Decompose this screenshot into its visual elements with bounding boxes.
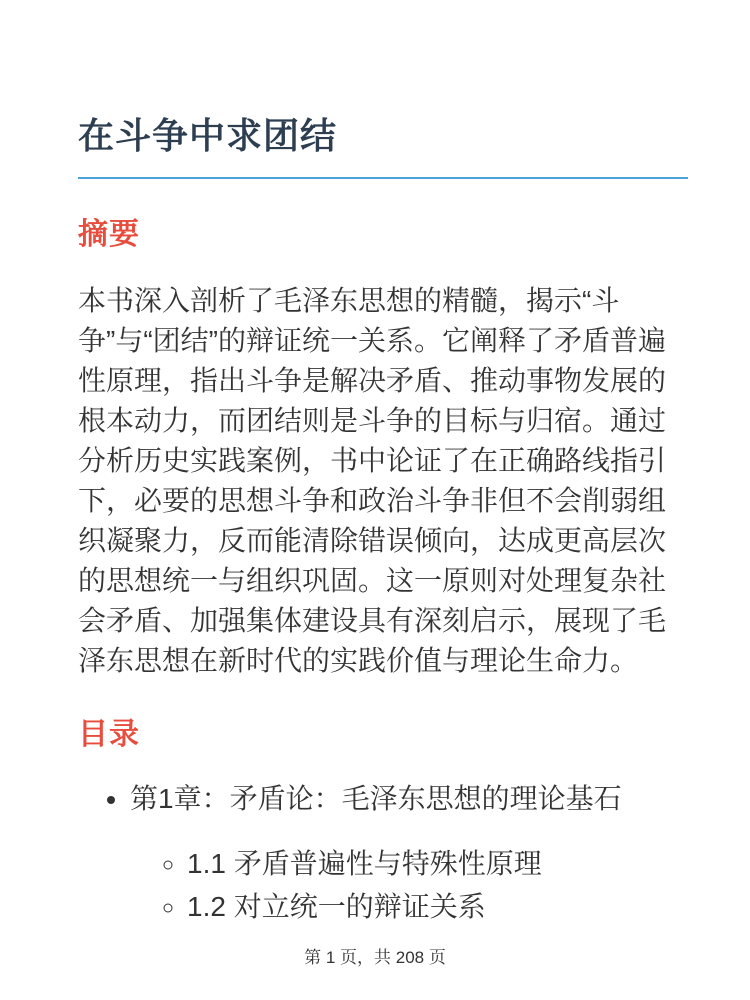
toc-section-item (187, 887, 688, 927)
abstract-paragraph: 本书深入剖析了毛泽东思想的精髓，揭示“斗争”与“团结”的辩证统一关系。它阐释了矛盾普遍性原理，指出斗争是解决矛盾、推动事物发展的根本动力，而团结则是斗争的目标与归宿。通过分析历史实践案例，书中论证了在正确路线指引下，必要的思想斗争和政治斗争非但不会削弱组织凝聚力，反而能清除错误倾向，达成更高层次的思想统一与组织巩固。这一原则对处理复杂社会矛盾、加强集体建设具有深刻启示，展现了毛泽东思想在新时代的实践价值与理论生命力。 (78, 285, 667, 677)
toc-section-label: 1.1 矛盾普遍性与特殊性原理 (187, 848, 542, 880)
toc-heading: 目录 (78, 718, 140, 752)
toc-list (78, 779, 688, 927)
toc-chapter-item (130, 779, 688, 927)
page-title: 在斗争中求团结 (78, 114, 688, 179)
toc-section-list (130, 844, 688, 927)
toc-chapter-label: 第1章：矛盾论：毛泽东思想的理论基石 (130, 783, 622, 815)
abstract-heading: 摘要 (78, 218, 140, 252)
toc-section-label: 1.2 对立统一的辩证关系 (187, 891, 486, 923)
toc-section-item (187, 844, 688, 884)
page-number-indicator: 第 1 页，共 208 页 (304, 948, 446, 967)
